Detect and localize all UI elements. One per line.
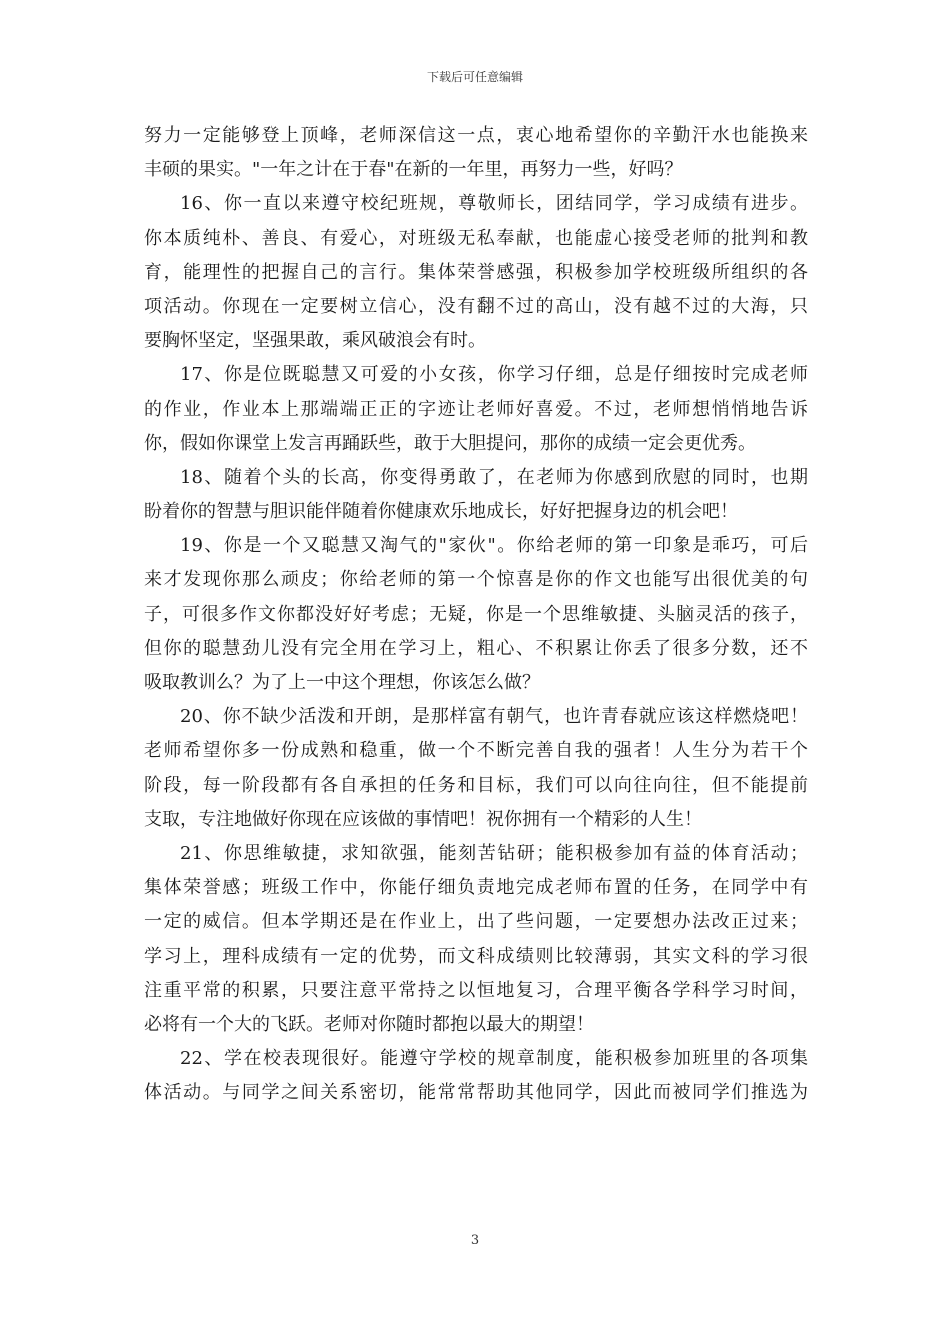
text-line: 学习上，理科成绩有一定的优势，而文科成绩则比较薄弱，其实文科的学习很	[144, 945, 808, 967]
text-line: 子，可很多作文你都没好好考虑；无疑，你是一个思维敏捷、头脑灵活的孩子，	[144, 603, 808, 625]
text-line: 你，假如你课堂上发言再踊跃些，敢于大胆提问，那你的成绩一定会更优秀。	[144, 432, 756, 454]
text-line: 育，能理性的把握自己的言行。集体荣誉感强，积极参加学校班级所组织的各	[144, 261, 808, 283]
text-line: 注重平常的积累，只要注意平常持之以恒地复习，合理平衡各学科学习时间，	[144, 979, 808, 1001]
text-line: 但你的聪慧劲儿没有完全用在学习上，粗心、不积累让你丢了很多分数，还不	[144, 637, 808, 659]
paragraph-start-16: 16、你一直以来遵守校纪班规，尊敬师长，团结同学，学习成绩有进步。	[180, 193, 808, 215]
text-line: 支取，专注地做好你现在应该做的事情吧！祝你拥有一个精彩的人生！	[144, 808, 702, 830]
text-line: 集体荣誉感；班级工作中，你能仔细负责地完成老师布置的任务，在同学中有	[144, 877, 808, 899]
text-line: 一定的威信。但本学期还是在作业上，出了些问题，一定要想办法改正过来；	[144, 911, 808, 933]
text-line: 丰硕的果实。"一年之计在于春"在新的一年里，再努力一些，好吗？	[144, 159, 683, 181]
paragraph-start-19: 19、你是一个又聪慧又淘气的"家伙"。你给老师的第一印象是乖巧，可后	[180, 535, 808, 557]
text-line: 你本质纯朴、善良、有爱心，对班级无私奉献，也能虚心接受老师的批判和教	[144, 227, 808, 249]
text-line: 吸取教训么？为了上一中这个理想，你该怎么做？	[144, 672, 540, 693]
paragraph-start-22: 22、学在校表现很好。能遵守学校的规章制度，能积极参加班里的各项集	[180, 1048, 808, 1070]
text-line: 盼着你的智慧与胆识能伴随着你健康欢乐地成长，好好把握身边的机会吧！	[144, 501, 738, 523]
paragraph-start-18: 18、随着个头的长高，你变得勇敢了，在老师为你感到欣慰的同时，也期	[180, 466, 808, 488]
text-line: 必将有一个大的飞跃。老师对你随时都抱以最大的期望！	[144, 1013, 594, 1035]
page-header: 下载后可任意编辑	[426, 70, 523, 84]
text-line: 来才发现你那么顽皮；你给老师的第一个惊喜是你的作文也能写出很优美的句	[144, 569, 808, 591]
text-line: 项活动。你现在一定要树立信心，没有翻不过的高山，没有越不过的大海，只	[144, 295, 808, 317]
text-line: 的作业，作业本上那端端正正的字迹让老师好喜爱。不过，老师想悄悄地告诉	[144, 398, 808, 420]
paragraph-start-20: 20、你不缺少活泼和开朗，是那样富有朝气，也许青春就应该这样燃烧吧！	[180, 706, 808, 728]
page-number: 3	[470, 1233, 480, 1248]
text-line: 阶段，每一阶段都有各自承担的任务和目标，我们可以向往向往，但不能提前	[144, 774, 808, 796]
paragraph-start-21: 21、你思维敏捷，求知欲强，能刻苦钻研；能积极参加有益的体育活动；	[180, 842, 808, 864]
text-line: 体活动。与同学之间关系密切，能常常帮助其他同学，因此而被同学们推选为	[144, 1082, 808, 1104]
text-line: 努力一定能够登上顶峰，老师深信这一点，衷心地希望你的辛勤汗水也能换来	[144, 125, 808, 146]
text-line: 老师希望你多一份成熟和稳重，做一个不断完善自我的强者！人生分为若干个	[144, 740, 808, 762]
document-body	[144, 119, 808, 1110]
paragraph-start-17: 17、你是位既聪慧又可爱的小女孩，你学习仔细，总是仔细按时完成老师	[180, 364, 808, 386]
text-line: 要胸怀坚定，坚强果敢，乘风破浪会有时。	[144, 330, 486, 352]
